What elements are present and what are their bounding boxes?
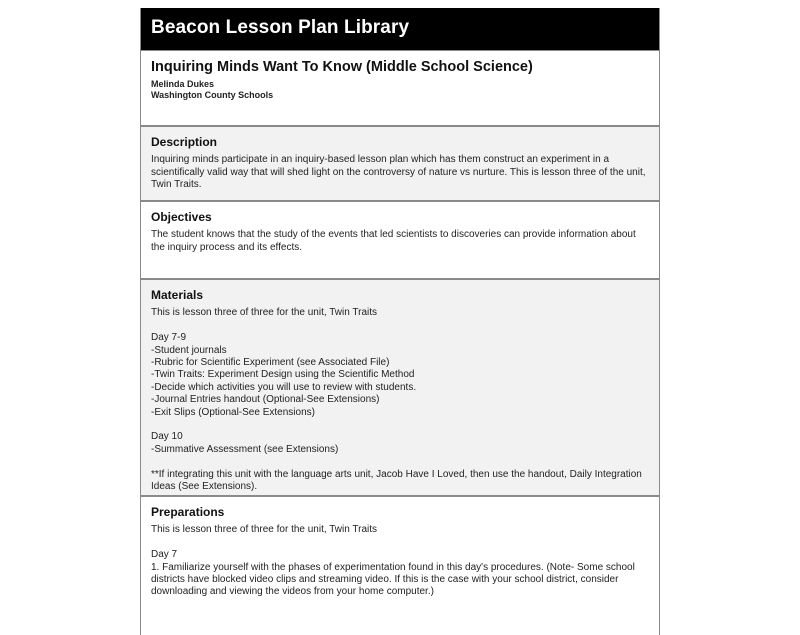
spacer — [151, 419, 649, 431]
materials-heading: Materials — [151, 288, 204, 302]
objectives-text: The student knows that the study of the events that led scientists to discoveries can provide information about the inquiry process and its effects. — [151, 229, 636, 253]
preparations-day-label: Day 7 — [151, 549, 178, 561]
materials-item: -Student journals — [151, 344, 227, 356]
materials-item: -Decide which activities you will use to review with students. — [151, 381, 417, 393]
spacer — [151, 320, 649, 332]
preparations-step: 1. Familiarize yourself with the phases of experimentation found in this day's procedures. (Note- Some school districts have blocked video clips and streaming video. If this is the case with your school district, consider downloading and viewing the videos from your home computer.) — [151, 561, 635, 598]
materials-item: -Exit Slips (Optional-See Extensions) — [151, 406, 315, 418]
lesson-header — [141, 50, 659, 125]
description-text: Inquiring minds participate in an inquiry-based lesson plan which has them construct an experiment in a scientifically valid way that will shed light on the controversy of nature vs nurture. This is lesson three of the unit, Twin Traits. — [151, 154, 646, 191]
lesson-plan-page — [140, 8, 660, 635]
spacer — [151, 537, 649, 549]
materials-section — [141, 278, 659, 495]
materials-day-label: Day 7-9 — [151, 332, 187, 344]
site-title: Beacon Lesson Plan Library — [151, 17, 410, 38]
materials-item: -Summative Assessment (see Extensions) — [151, 443, 339, 455]
lesson-author: Melinda Dukes — [151, 79, 215, 90]
materials-item: -Rubric for Scientific Experiment (see Associated File) — [151, 357, 390, 369]
description-section — [141, 125, 659, 200]
materials-item: -Journal Entries handout (Optional-See Extensions) — [151, 394, 380, 406]
description-heading: Description — [151, 135, 218, 149]
lesson-organization: Washington County Schools — [151, 90, 274, 101]
site-banner — [141, 8, 659, 50]
materials-item: -Twin Traits: Experiment Design using the Scientific Method — [151, 369, 415, 381]
lesson-title: Inquiring Minds Want To Know (Middle School Science) — [151, 59, 533, 75]
materials-note: **If integrating this unit with the language arts unit, Jacob Have I Loved, then use the handout, Daily Integration Ideas (See Extensions). — [151, 468, 642, 493]
objectives-section — [141, 200, 659, 278]
materials-intro: This is lesson three of three for the unit, Twin Traits — [151, 307, 378, 319]
preparations-section — [141, 495, 659, 635]
spacer — [151, 456, 649, 468]
preparations-heading: Preparations — [151, 505, 225, 519]
objectives-heading: Objectives — [151, 210, 212, 224]
materials-day-label: Day 10 — [151, 431, 183, 443]
preparations-intro: This is lesson three of three for the unit, Twin Traits — [151, 524, 378, 536]
